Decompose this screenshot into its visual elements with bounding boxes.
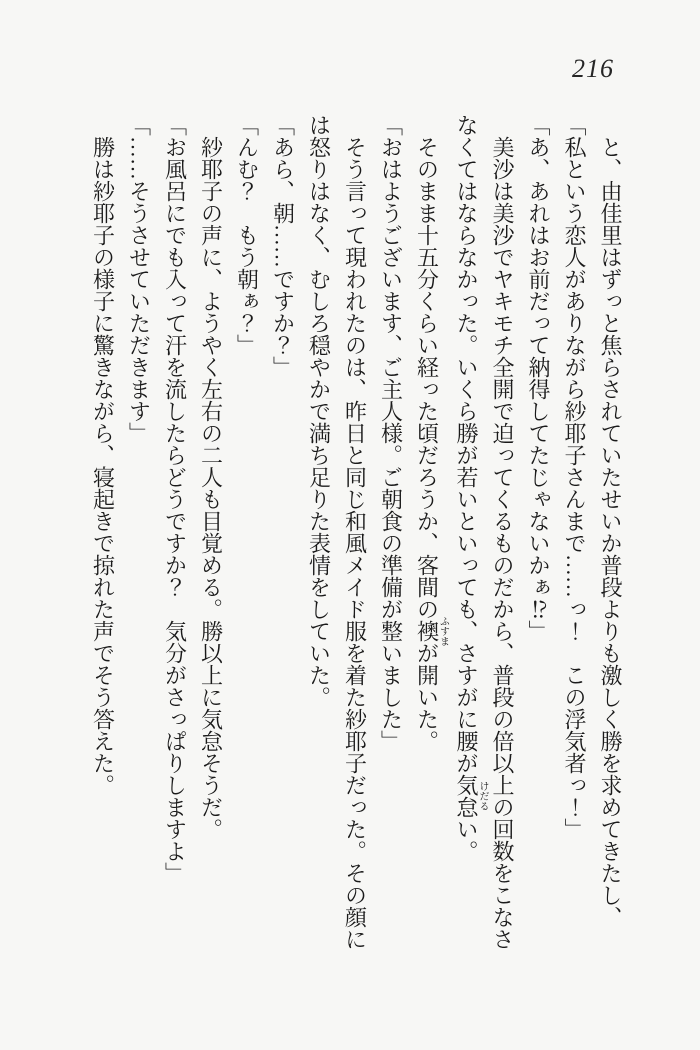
novel-paragraph: と、由佳里はずっと焦らされていたせいか普段よりも激しく勝を求めてきたし、: [598, 136, 623, 928]
novel-paragraph: 美沙は美沙でヤキモチ全開で迫ってくるものだから、普段の倍以上の回数をこなさなくてはならなかった。いくら勝が若いといっても、さすがに腰が気怠けだるい。: [454, 114, 515, 950]
novel-paragraph: 「お風呂にでも入って汗を流したらどうですか？ 気分がさっぱりしますよ」: [162, 114, 188, 884]
novel-paragraph: 「んむ？ もう朝ぁ？」: [234, 114, 260, 356]
novel-paragraph: そのまま十五分くらい経った頃だろうか、客間の襖ふすまが開いた。: [414, 136, 449, 752]
novel-paragraph: 「私という恋人がありながら紗耶子さんまで……っ！ この浮気者っ！」: [562, 114, 587, 840]
novel-paragraph: そう言って現われたのは、昨日と同じ和風メイド服を着た紗耶子だった。その顔には怒りはなく、むしろ穏やかで満ち足りた表情をしていた。: [306, 114, 368, 950]
page-number: 216: [572, 54, 614, 83]
ruby-annotated-word: 襖ふすま: [414, 616, 449, 646]
novel-paragraph: 「おはようございます、ご主人様。ご朝食の準備が整いました」: [378, 114, 404, 752]
novel-paragraph: 「あら、朝……ですか？」: [270, 114, 296, 378]
novel-paragraph: 「……そうさせていただきます」: [126, 114, 152, 444]
ruby-annotated-word: 気怠けだる: [454, 774, 488, 818]
novel-paragraph: 紗耶子の声に、ようやく左右の二人も目覚める。勝以上に気怠そうだ。: [198, 136, 224, 840]
novel-text-block: [85, 114, 629, 952]
novel-paragraph: 勝は紗耶子の様子に驚きながら、寝起きで掠れた声でそう答えた。: [90, 136, 116, 796]
novel-paragraph: 「あ、あれはお前だって納得してたじゃないかぁ⁉」: [526, 114, 551, 642]
